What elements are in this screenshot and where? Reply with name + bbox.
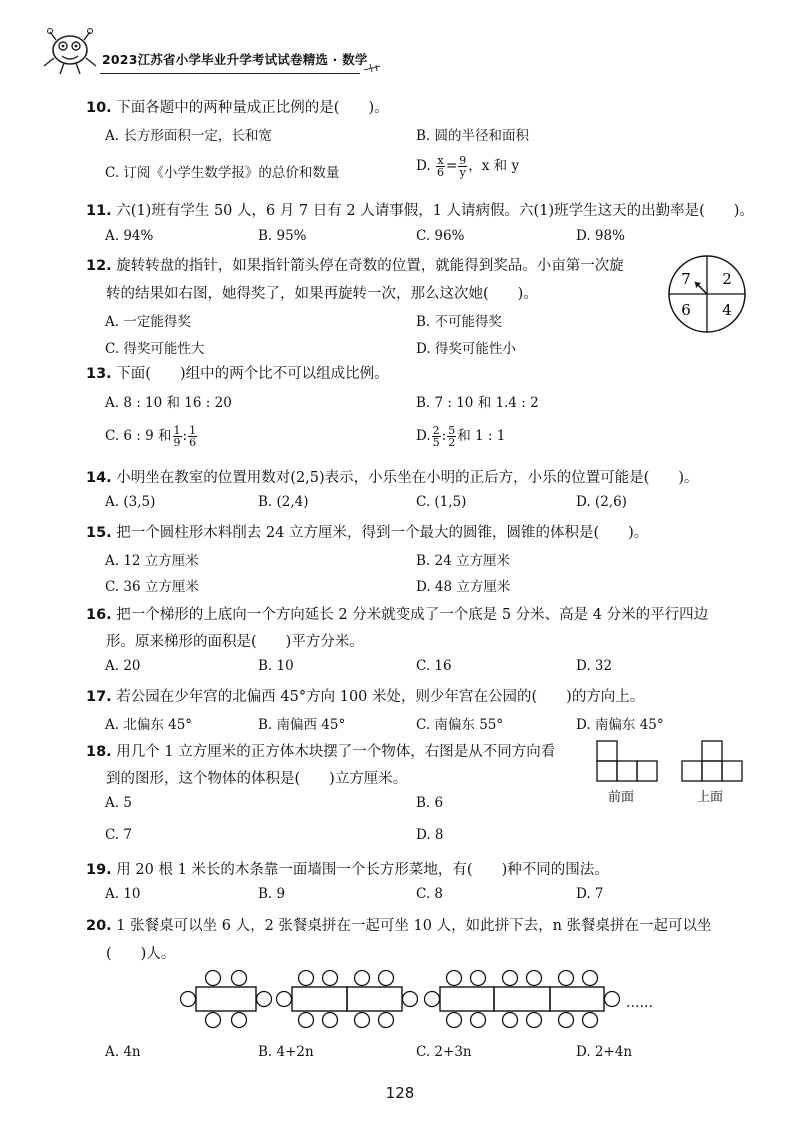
spinner-label-4: 4 <box>722 301 732 319</box>
q15-option-b: B. 24 立方厘米 <box>416 553 510 569</box>
table-diagram-2 <box>276 968 418 1030</box>
q10-option-b: B. 圆的半径和面积 <box>416 128 530 144</box>
sparkle-icon <box>362 62 382 74</box>
q19-option-a: A. 10 <box>105 886 141 902</box>
table-diagram-1 <box>180 968 272 1030</box>
table-continuation-dots: …… <box>626 995 653 1011</box>
q11-option-b: B. 95% <box>258 228 307 244</box>
front-view-label: 前面 <box>608 790 635 805</box>
spinner-label-6: 6 <box>681 301 691 319</box>
q13-option-d: D. $\frac{2}{5}$ : $\frac{5}{2}$ 和 1 : 1 <box>416 424 506 449</box>
question-20: 20. 1 张餐桌可以坐 6 人，2 张餐桌拼在一起可坐 10 人，如此拼下去，n 张餐桌拼在一起可以坐 <box>86 918 712 934</box>
q14-option-d: D. (2,6) <box>576 494 627 510</box>
q17-option-c: C. 南偏东 55° <box>416 717 504 733</box>
q19-option-c: C. 8 <box>416 886 444 902</box>
header-rule <box>100 73 360 74</box>
q19-option-d: D. 7 <box>576 886 604 902</box>
top-view-label: 上面 <box>697 790 724 805</box>
spinner-label-2: 2 <box>722 270 732 288</box>
q12-option-c: C. 得奖可能性大 <box>105 341 205 357</box>
page-number: 128 <box>385 1084 415 1102</box>
question-10: 10. 下面各题中的两种量成正比例的是( )。 <box>86 100 389 116</box>
question-18-line2: 到的图形，这个物体的体积是( )立方厘米。 <box>106 771 408 787</box>
q18-option-c: C. 7 <box>105 827 133 843</box>
question-13: 13. 下面( )组中的两个比不可以组成比例。 <box>86 366 389 382</box>
q13-option-a: A. 8 : 10 和 16 : 20 <box>105 395 232 411</box>
question-14: 14. 小明坐在教室的位置用数对(2,5)表示，小乐坐在小明的正后方，小乐的位置可能是( )。 <box>86 470 699 486</box>
question-15: 15. 把一个圆柱形木料削去 24 立方厘米，得到一个最大的圆锥，圆锥的体积是( )。 <box>86 525 649 541</box>
q17-option-a: A. 北偏东 45° <box>105 717 193 733</box>
header-title: 2023江苏省小学毕业升学考试试卷精选 · 数学 <box>102 52 368 67</box>
q17-option-b: B. 南偏西 45° <box>258 717 346 733</box>
q13-option-c: C. 6 : 9 和 $\frac{1}{9}$ : $\frac{1}{6}$ <box>105 424 197 449</box>
q16-option-c: C. 16 <box>416 658 452 674</box>
q11-option-d: D. 98% <box>576 228 625 244</box>
q14-option-a: A. (3,5) <box>105 494 156 510</box>
q18-option-b: B. 6 <box>416 795 444 811</box>
q16-option-d: D. 32 <box>576 658 613 674</box>
question-20-line2: ( )人。 <box>106 946 176 962</box>
q10-option-d: D. $\frac{x}{6}$ = $\frac{9}{y}$ ，x 和 y <box>416 154 520 179</box>
q19-option-b: B. 9 <box>258 886 286 902</box>
q20-option-a: A. 4n <box>105 1044 141 1060</box>
q12-option-d: D. 得奖可能性小 <box>416 341 516 357</box>
question-18: 18. 用几个 1 立方厘米的正方体木块摆了一个物体，右图是从不同方向看 <box>86 744 556 760</box>
q10-option-a: A. 长方形面积一定，长和宽 <box>105 128 272 144</box>
q12-option-a: A. 一定能得奖 <box>105 314 191 330</box>
q20-option-c: C. 2+3n <box>416 1044 472 1060</box>
q16-option-a: A. 20 <box>105 658 141 674</box>
q15-option-a: A. 12 立方厘米 <box>105 553 199 569</box>
front-view-diagram <box>596 740 658 784</box>
q18-option-a: A. 5 <box>105 795 132 811</box>
question-19: 19. 用 20 根 1 米长的木条靠一面墙围一个长方形菜地，有( )种不同的围法。 <box>86 862 609 878</box>
q16-option-b: B. 10 <box>258 658 294 674</box>
q15-option-d: D. 48 立方厘米 <box>416 579 511 595</box>
q20-option-d: D. 2+4n <box>576 1044 633 1060</box>
top-view-diagram <box>681 740 743 784</box>
q11-option-a: A. 94% <box>105 228 154 244</box>
table-diagram-3 <box>424 968 620 1030</box>
question-12-line2: 转的结果如右图，她得奖了，如果再旋转一次，那么这次她( )。 <box>106 286 538 302</box>
question-11: 11. 六(1)班有学生 50 人，6 月 7 日有 2 人请事假，1 人请病假。六(1)班学生这天的出勤率是( )。 <box>86 203 754 219</box>
q10-option-c: C. 订阅《小学生数学报》的总价和数量 <box>105 165 340 181</box>
question-12: 12. 旋转转盘的指针，如果指针箭头停在奇数的位置，就能得到奖品。小亩第一次旋 <box>86 258 624 274</box>
q15-option-c: C. 36 立方厘米 <box>105 579 199 595</box>
question-17: 17. 若公园在少年宫的北偏西 45°方向 100 米处，则少年宫在公园的( )的方向上。 <box>86 689 645 705</box>
mascot-icon <box>40 26 100 78</box>
q14-option-b: B. (2,4) <box>258 494 309 510</box>
question-16: 16. 把一个梯形的上底向一个方向延长 2 分米就变成了一个底是 5 分米、高是 4 分米的平行四边 <box>86 607 709 623</box>
spinner-label-7: 7 <box>681 270 691 288</box>
q11-option-c: C. 96% <box>416 228 465 244</box>
spinner-diagram <box>666 253 748 335</box>
question-16-line2: 形。原来梯形的面积是( )平方分米。 <box>106 634 364 650</box>
q17-option-d: D. 南偏东 45° <box>576 717 664 733</box>
q18-option-d: D. 8 <box>416 827 444 843</box>
q14-option-c: C. (1,5) <box>416 494 467 510</box>
q12-option-b: B. 不可能得奖 <box>416 314 503 330</box>
q20-option-b: B. 4+2n <box>258 1044 314 1060</box>
q13-option-b: B. 7 : 10 和 1.4 : 2 <box>416 395 539 411</box>
